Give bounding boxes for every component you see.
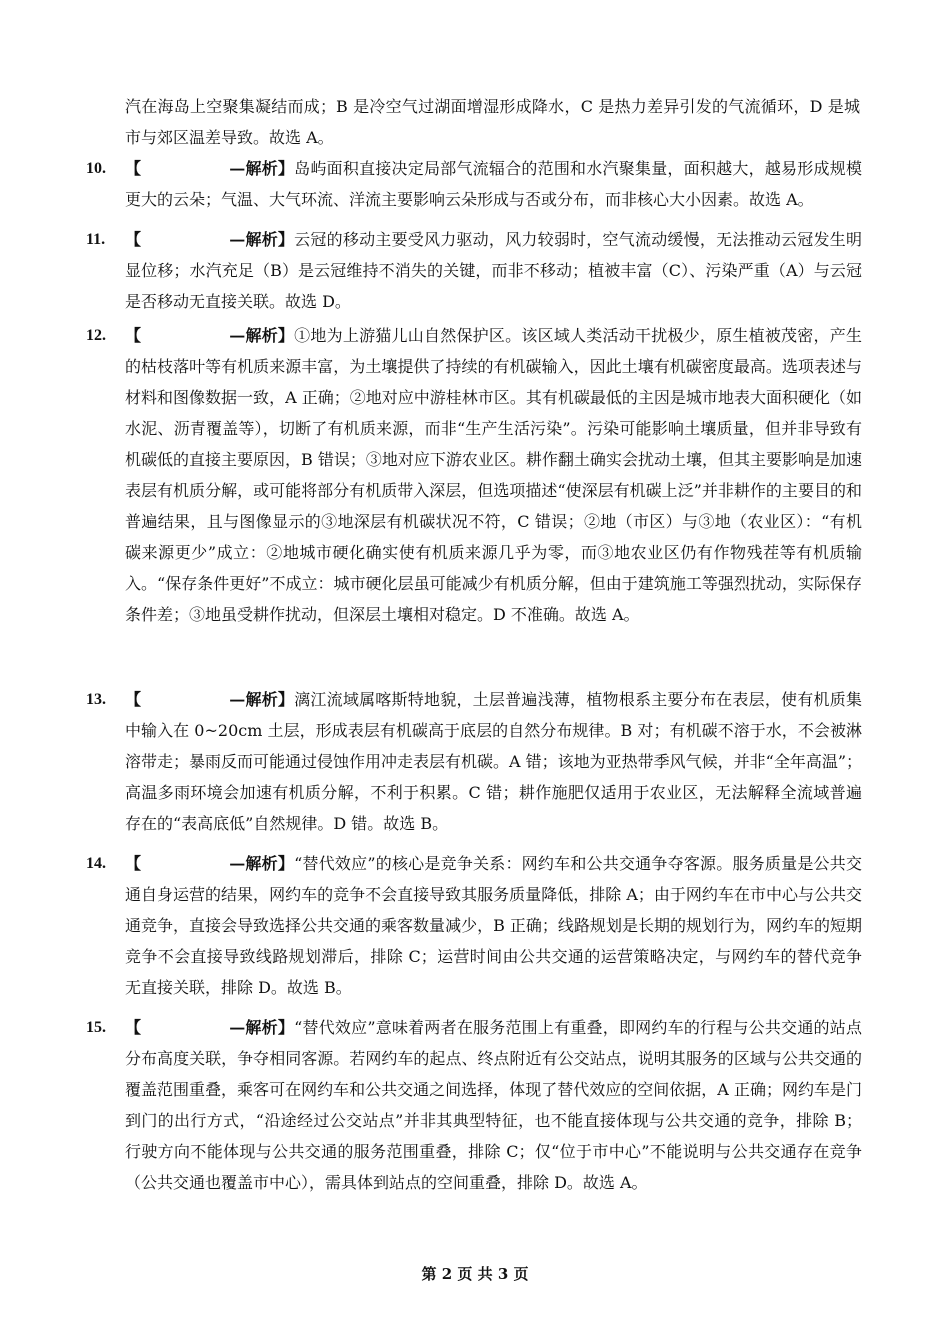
question-number: 12. [86,327,106,344]
question-number: 15. [86,1019,106,1036]
analysis-tag: —解析】 [229,230,295,249]
question-13 [86,684,862,839]
question-14 [86,848,862,1003]
continued-answer-text: 汽在海岛上空聚集凝结而成；B 是冷空气过湖面增湿形成降水，C 是热力差异引发的气流循环，D 是城市与郊区温差导致。故选 A。 [125,97,860,147]
question-number: 13. [86,691,106,708]
question-15 [86,1012,862,1198]
analysis-tag: —解析】 [229,159,295,178]
open-bracket: 【 [125,690,142,709]
analysis-tag: —解析】 [229,326,295,345]
page-footer: 第 2 页 共 3 页 [421,1265,529,1283]
analysis-tag: —解析】 [229,854,295,873]
open-bracket: 【 [125,159,142,178]
analysis-text: “替代效应”意味着两者在服务范围上有重叠，即网约车的行程与公共交通的站点分布高度关联，争夺相同客源。若网约车的起点、终点附近有公交站点，说明其服务的区域与公共交通的覆盖范围重叠，乘客可在网约车和公共交通之间选择，体现了替代效应的空间依据，A 正确；网约车是门到门的出行方式，“沿途经过公交站点”并非其典型特征，也不能直接体现与公共交通的竞争，排除 B；行驶方向不能体现与公共交通的服务范围重叠，排除 C；仅“位于市中心”不能说明与公共交通存在竞争（公共交通也覆盖市中心），需具体到站点的空间重叠，排除 D。故选 A。 [125,1018,862,1192]
question-number: 11. [86,231,106,248]
question-10 [86,153,862,215]
open-bracket: 【 [125,1018,142,1037]
analysis-tag: —解析】 [229,690,295,709]
open-bracket: 【 [125,230,142,249]
analysis-tag: —解析】 [229,1018,295,1037]
analysis-text: ①地为上游猫儿山自然保护区。该区域人类活动干扰极少，原生植被茂密，产生的枯枝落叶等有机质来源丰富，为土壤提供了持续的有机碳输入，因此土壤有机碳密度最高。选项表述与材料和图像数据一致，A 正确；②地对应中游桂林市区。其有机碳最低的主因是城市地表大面积硬化（如水泥、沥青覆盖等），切断了有机质来源，而非“生产生活污染”。污染可能影响土壤质量，但并非导致有机碳低的直接主要原因，B 错误；③地对应下游农业区。耕作翻土确实会扰动土壤，但其主要影响是加速表层有机质分解，或可能将部分有机质带入深层，但选项描述“使深层有机碳上泛”并非耕作的主要目的和普遍结果，且与图像显示的③地深层有机碳状况不符，C 错误；②地（市区）与③地（农业区）：“有机碳来源更少”成立：②地城市硬化确实使有机质来源几乎为零，而③地农业区仍有作物残茬等有机质输入。“保存条件更好”不成立：城市硬化层虽可能减少有机质分解，但由于建筑施工等强烈扰动，实际保存条件差；③地虽受耕作扰动，但深层土壤相对稳定。D 不准确。故选 A。 [125,326,862,624]
open-bracket: 【 [125,326,142,345]
analysis-text: 云冠的移动主要受风力驱动，风力较弱时，空气流动缓慢，无法推动云冠发生明显位移；水汽充足（B）是云冠维持不消失的关键，而非不移动；植被丰富（C）、污染严重（A）与云冠是否移动无直接关联。故选 D。 [125,230,862,311]
analysis-text: 岛屿面积直接决定局部气流辐合的范围和水汽聚集量，面积越大，越易形成规模更大的云朵；气温、大气环流、洋流主要影响云朵形成与否或分布，而非核心大小因素。故选 A。 [125,159,862,209]
question-12 [86,320,862,630]
open-bracket: 【 [125,854,142,873]
analysis-text: 漓江流域属喀斯特地貌，土层普遍浅薄，植物根系主要分布在表层，使有机质集中输入在 0~20cm 土层，形成表层有机碳高于底层的自然分布规律。B 对；有机碳不溶于水，不会被淋溶带走；暴雨反而可能通过侵蚀作用冲走表层有机碳。A 错；该地为亚热带季风气候，并非“全年高温”；高温多雨环境会加速有机质分解，不利于积累。C 错；耕作施肥仅适用于农业区，无法解释全流域普遍存在的“表高底低”自然规律。D 错。故选 B。 [125,690,863,833]
question-number: 14. [86,855,106,872]
question-number: 10. [86,160,106,177]
analysis-text: “替代效应”的核心是竞争关系：网约车和公共交通争夺客源。服务质量是公共交通自身运营的结果，网约车的竞争不会直接导致其服务质量降低，排除 A；由于网约车在市中心与公共交通竞争，直接会导致选择公共交通的乘客数量减少，B 正确；线路规划是长期的规划行为，网约车的短期竞争不会直接导致线路规划滞后，排除 C；运营时间由公共交通的运营策略决定，与网约车的替代竞争无直接关联，排除 D。故选 B。 [125,854,862,997]
question-11 [86,224,862,317]
